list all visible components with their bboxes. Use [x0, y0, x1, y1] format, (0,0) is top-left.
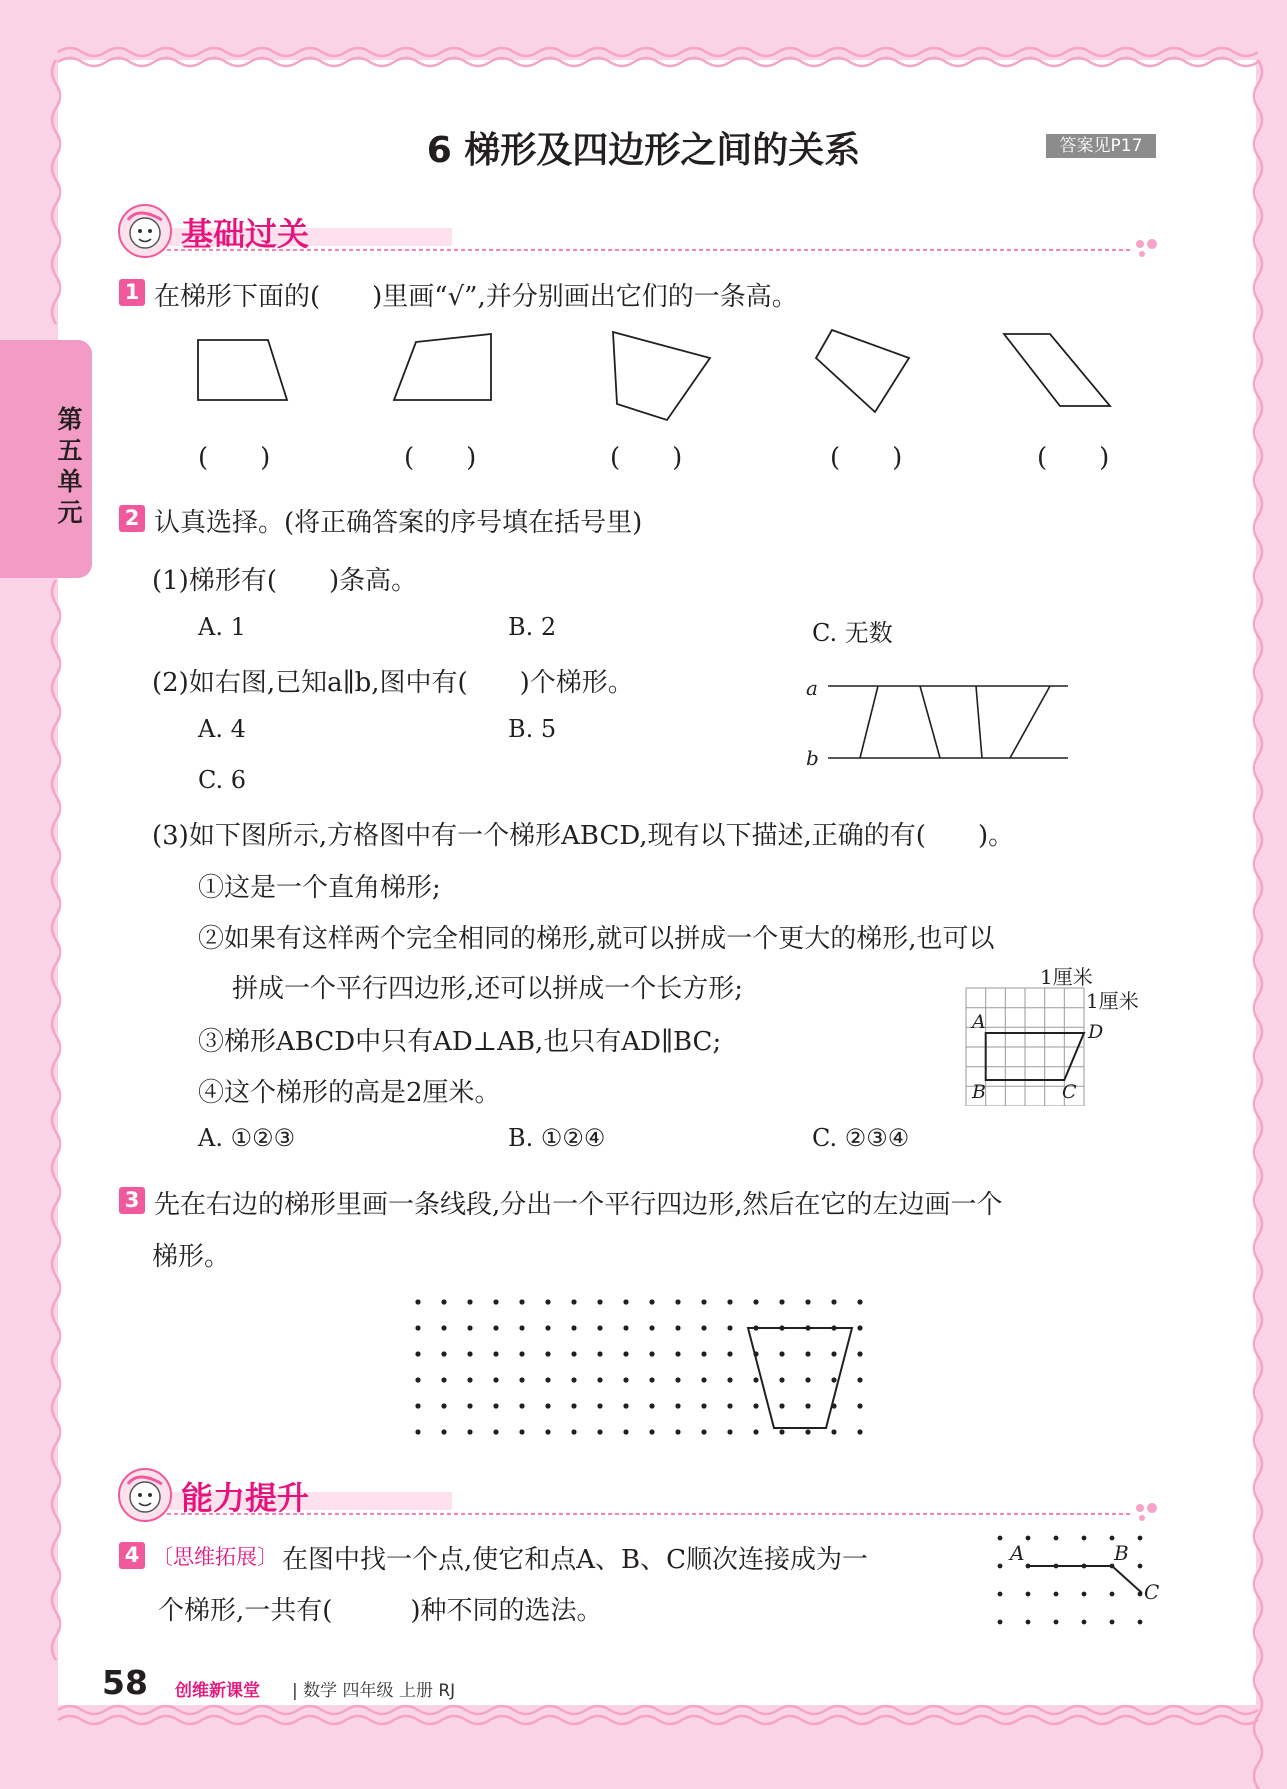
grid-unit-top: 1厘米: [1040, 965, 1093, 989]
grid-dot[interactable]: [545, 1429, 550, 1434]
grid-dot[interactable]: [649, 1299, 654, 1304]
grid-dot[interactable]: [467, 1403, 472, 1408]
grid-dot[interactable]: [467, 1429, 472, 1434]
grid-dot[interactable]: [467, 1325, 472, 1330]
q2-text: 认真选择。(将正确答案的序号填在括号里): [154, 508, 643, 538]
grid-dot[interactable]: [571, 1403, 576, 1408]
q2-p2-option-a[interactable]: A. 4: [198, 715, 246, 743]
grid-dot[interactable]: [998, 1620, 1003, 1625]
grid-dot[interactable]: [1026, 1592, 1031, 1597]
grid-dot[interactable]: [675, 1325, 680, 1330]
grid-unit-right: 1厘米: [1086, 989, 1139, 1013]
q2-line-label-a: a: [806, 676, 818, 700]
grid-dot[interactable]: [779, 1377, 784, 1382]
grid-dot[interactable]: [493, 1429, 498, 1434]
q1-bracket-2[interactable]: ( ): [404, 443, 477, 473]
grid-dot[interactable]: [831, 1299, 836, 1304]
mascot-icon: [116, 202, 174, 260]
grid-dot[interactable]: [441, 1299, 446, 1304]
grid-dot[interactable]: [675, 1299, 680, 1304]
q1-shapes: [180, 318, 1140, 428]
grid-dot[interactable]: [571, 1299, 576, 1304]
grid-dot[interactable]: [701, 1403, 706, 1408]
q2-p3-statement-3: ③梯形ABCD中只有AD⊥AB,也只有AD∥BC;: [198, 1027, 722, 1057]
grid-point-a: A: [972, 1011, 986, 1033]
grid-dot[interactable]: [441, 1325, 446, 1330]
grid-dot[interactable]: [998, 1592, 1003, 1597]
q4-point-b: B: [1114, 1541, 1129, 1565]
footer-brand: 创维新课堂: [175, 1681, 260, 1701]
trapezoid-abcd: [986, 1033, 1084, 1080]
grid-dot[interactable]: [649, 1403, 654, 1408]
grid-dot[interactable]: [857, 1325, 862, 1330]
grid-dot[interactable]: [1054, 1620, 1059, 1625]
grid-dot[interactable]: [701, 1429, 706, 1434]
grid-dot[interactable]: [597, 1403, 602, 1408]
grid-dot[interactable]: [779, 1351, 784, 1356]
grid-dot[interactable]: [805, 1429, 810, 1434]
grid-dot[interactable]: [1082, 1592, 1087, 1597]
grid-dot[interactable]: [1110, 1620, 1115, 1625]
grid-dot[interactable]: [753, 1377, 758, 1382]
grid-dot[interactable]: [519, 1299, 524, 1304]
grid-dot[interactable]: [675, 1377, 680, 1382]
grid-dot[interactable]: [857, 1299, 862, 1304]
grid-dot[interactable]: [545, 1299, 550, 1304]
answer-reference-badge: 答案见P17: [1046, 134, 1156, 158]
grid-dot[interactable]: [1026, 1536, 1031, 1541]
q2-p3-statement-4: ④这个梯形的高是2厘米。: [198, 1078, 501, 1108]
grid-dot[interactable]: [1110, 1592, 1115, 1597]
grid-dot[interactable]: [623, 1377, 628, 1382]
grid-dot[interactable]: [1138, 1564, 1143, 1569]
grid-dot[interactable]: [649, 1377, 654, 1382]
grid-dot[interactable]: [519, 1377, 524, 1382]
grid-dot[interactable]: [831, 1351, 836, 1356]
grid-dot[interactable]: [467, 1299, 472, 1304]
grid-dot[interactable]: [753, 1429, 758, 1434]
q2-p1-option-b[interactable]: B. 2: [508, 613, 557, 641]
q4-line-1: 在图中找一个点,使它和点A、B、C顺次连接成为一: [282, 1545, 869, 1575]
question-number-4: 4: [119, 1542, 145, 1569]
q4-line-2: 个梯形,一共有( )种不同的选法。: [158, 1596, 603, 1626]
footer-info: | 数学 四年级 上册 RJ: [292, 1681, 456, 1701]
grid-dot[interactable]: [649, 1351, 654, 1356]
grid-dot[interactable]: [727, 1377, 732, 1382]
q1-bracket-5[interactable]: ( ): [1037, 443, 1110, 473]
q3-line-2: 梯形。: [152, 1242, 231, 1272]
section-title-advanced: 能力提升: [181, 1479, 310, 1517]
q2-p3-option-b[interactable]: B. ①②④: [508, 1124, 606, 1152]
page-title: 6 梯形及四边形之间的关系: [426, 130, 861, 171]
q2-p1-option-c[interactable]: C. 无数: [812, 619, 893, 647]
grid-dot[interactable]: [831, 1377, 836, 1382]
q4-tag: 〔思维拓展〕: [152, 1545, 278, 1569]
grid-dot[interactable]: [1110, 1536, 1115, 1541]
q2-p1-option-a[interactable]: A. 1: [198, 613, 246, 641]
grid-point-b: B: [972, 1081, 986, 1103]
grid-dot[interactable]: [753, 1403, 758, 1408]
q2-p3-option-c[interactable]: C. ②③④: [812, 1124, 910, 1152]
grid-dot[interactable]: [519, 1351, 524, 1356]
grid-dot[interactable]: [597, 1377, 602, 1382]
grid-dot[interactable]: [441, 1351, 446, 1356]
grid-dot[interactable]: [415, 1351, 420, 1356]
q2-line-label-b: b: [806, 746, 819, 770]
question-number-2: 2: [119, 505, 145, 532]
grid-dot[interactable]: [493, 1351, 498, 1356]
grid-dot[interactable]: [649, 1325, 654, 1330]
grid-dot[interactable]: [1138, 1620, 1143, 1625]
q2-p2-stem: (2)如右图,已知a∥b,图中有( )个梯形。: [152, 668, 634, 698]
grid-dot[interactable]: [805, 1299, 810, 1304]
grid-dot[interactable]: [493, 1377, 498, 1382]
grid-dot[interactable]: [805, 1403, 810, 1408]
grid-dot[interactable]: [545, 1377, 550, 1382]
q2-parallel-lines-figure: [800, 672, 1075, 772]
grid-dot[interactable]: [1054, 1536, 1059, 1541]
grid-dot[interactable]: [545, 1351, 550, 1356]
grid-dot[interactable]: [415, 1299, 420, 1304]
grid-dot[interactable]: [519, 1325, 524, 1330]
q4-point-c: C: [1144, 1580, 1160, 1604]
grid-dot[interactable]: [1138, 1536, 1143, 1541]
grid-dot[interactable]: [649, 1429, 654, 1434]
grid-dot[interactable]: [493, 1325, 498, 1330]
grid-dot[interactable]: [493, 1403, 498, 1408]
q1-shape-2: [394, 334, 491, 400]
grid-dot[interactable]: [415, 1403, 420, 1408]
grid-dot[interactable]: [597, 1429, 602, 1434]
grid-dot[interactable]: [701, 1351, 706, 1356]
q1-bracket-4[interactable]: ( ): [830, 443, 903, 473]
grid-dot[interactable]: [545, 1403, 550, 1408]
grid-dot[interactable]: [441, 1377, 446, 1382]
grid-dot[interactable]: [597, 1299, 602, 1304]
grid-dot[interactable]: [545, 1325, 550, 1330]
q2-p2-option-b[interactable]: B. 5: [508, 715, 557, 743]
question-number-3: 3: [119, 1187, 145, 1214]
grid-dot[interactable]: [998, 1536, 1003, 1541]
grid-dot[interactable]: [623, 1299, 628, 1304]
grid-dot[interactable]: [441, 1403, 446, 1408]
grid-dot[interactable]: [519, 1403, 524, 1408]
q1-shape-4: [816, 330, 909, 412]
q2-p1-stem: (1)梯形有( )条高。: [152, 566, 418, 596]
grid-dot[interactable]: [623, 1429, 628, 1434]
q2-p2-option-c[interactable]: C. 6: [198, 766, 247, 794]
mascot-icon-2: [116, 1466, 174, 1524]
q1-shape-5: [1004, 334, 1110, 406]
grid-dot[interactable]: [415, 1429, 420, 1434]
q2-p3-option-a[interactable]: A. ①②③: [198, 1124, 296, 1152]
grid-dot[interactable]: [727, 1299, 732, 1304]
grid-dot[interactable]: [701, 1299, 706, 1304]
q1-shape-1: [198, 340, 287, 400]
grid-dot[interactable]: [571, 1429, 576, 1434]
page-number: 58: [102, 1663, 148, 1702]
grid-dot[interactable]: [623, 1325, 628, 1330]
q2-p3-statement-2b: 拼成一个平行四边形,还可以拼成一个长方形;: [232, 974, 744, 1004]
grid-dot[interactable]: [1026, 1620, 1031, 1625]
q2-p3-statement-2a: ②如果有这样两个完全相同的梯形,就可以拼成一个更大的梯形,也可以: [198, 924, 995, 954]
q1-bracket-1[interactable]: ( ): [198, 443, 271, 473]
grid-dot[interactable]: [727, 1351, 732, 1356]
q1-text: 在梯形下面的( )里画“√”,并分别画出它们的一条高。: [154, 282, 798, 312]
grid-point-d: D: [1088, 1021, 1104, 1043]
grid-dot[interactable]: [519, 1429, 524, 1434]
grid-dot[interactable]: [571, 1351, 576, 1356]
grid-dot[interactable]: [727, 1403, 732, 1408]
grid-dot[interactable]: [415, 1377, 420, 1382]
grid-dot[interactable]: [701, 1325, 706, 1330]
grid-dot[interactable]: [623, 1403, 628, 1408]
q1-shape-3: [613, 332, 710, 420]
q2-p3-stem: (3)如下图所示,方格图中有一个梯形ABCD,现有以下描述,正确的有( )。: [152, 821, 1015, 851]
grid-dot[interactable]: [597, 1325, 602, 1330]
grid-dot[interactable]: [493, 1299, 498, 1304]
grid-dot[interactable]: [467, 1351, 472, 1356]
grid-dot[interactable]: [779, 1299, 784, 1304]
grid-dot[interactable]: [467, 1377, 472, 1382]
q3-trapezoid: [748, 1328, 852, 1428]
grid-dot[interactable]: [597, 1351, 602, 1356]
grid-dot[interactable]: [779, 1429, 784, 1434]
grid-dot[interactable]: [805, 1377, 810, 1382]
grid-dot[interactable]: [727, 1429, 732, 1434]
grid-dot[interactable]: [571, 1325, 576, 1330]
grid-dot[interactable]: [727, 1325, 732, 1330]
unit-side-label: 第 五 单 元: [57, 405, 83, 527]
grid-dot[interactable]: [623, 1351, 628, 1356]
grid-dot[interactable]: [571, 1377, 576, 1382]
grid-dot[interactable]: [998, 1564, 1003, 1569]
grid-dot[interactable]: [857, 1351, 862, 1356]
q2-p3-statement-1: ①这是一个直角梯形;: [198, 873, 441, 903]
grid-dot[interactable]: [1054, 1592, 1059, 1597]
grid-dot[interactable]: [857, 1429, 862, 1434]
q4-point-a: A: [1010, 1541, 1025, 1565]
grid-dot[interactable]: [805, 1351, 810, 1356]
grid-dot[interactable]: [1082, 1536, 1087, 1541]
grid-dot[interactable]: [415, 1325, 420, 1330]
grid-dot[interactable]: [675, 1351, 680, 1356]
section-title-basic: 基础过关: [181, 215, 310, 253]
question-number-1: 1: [119, 279, 145, 306]
grid-dot[interactable]: [831, 1429, 836, 1434]
grid-dot[interactable]: [779, 1403, 784, 1408]
grid-dot[interactable]: [675, 1429, 680, 1434]
grid-dot[interactable]: [701, 1377, 706, 1382]
q3-dot-grid[interactable]: [410, 1290, 870, 1440]
grid-dot[interactable]: [441, 1429, 446, 1434]
q3-line-1: 先在右边的梯形里画一条线段,分出一个平行四边形,然后在它的左边画一个: [154, 1190, 1003, 1220]
q4-segment-abc: [1028, 1566, 1142, 1593]
grid-dot[interactable]: [1082, 1620, 1087, 1625]
grid-dot[interactable]: [675, 1403, 680, 1408]
grid-dot[interactable]: [753, 1299, 758, 1304]
q1-bracket-3[interactable]: ( ): [610, 443, 683, 473]
grid-dot[interactable]: [857, 1377, 862, 1382]
grid-point-c: C: [1062, 1081, 1077, 1103]
grid-dot[interactable]: [857, 1403, 862, 1408]
